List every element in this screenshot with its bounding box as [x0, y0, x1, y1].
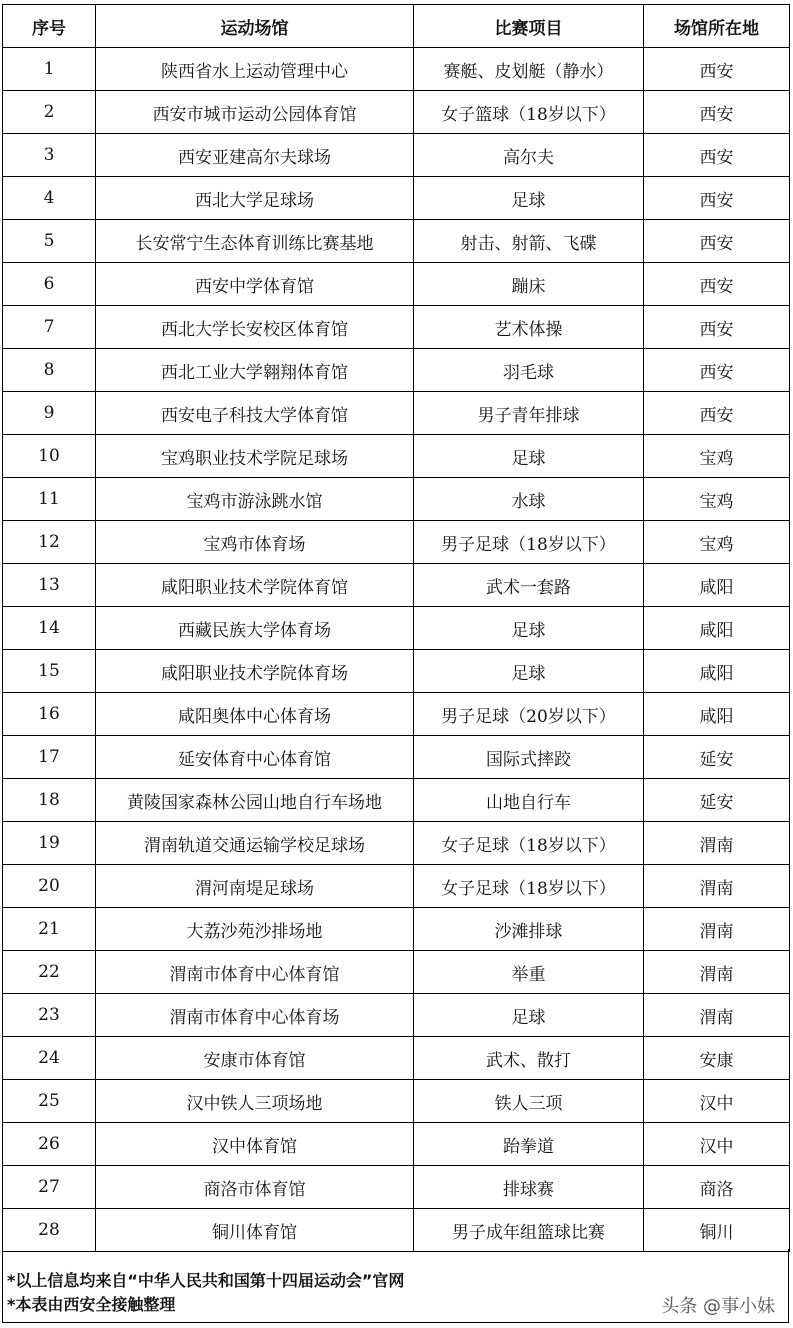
event-name: 射击、射箭、飞碟 — [414, 220, 644, 263]
row-index: 7 — [3, 306, 96, 349]
venue-location: 延安 — [644, 736, 790, 779]
venue-location: 宝鸡 — [644, 521, 790, 564]
venue-location: 西安 — [644, 349, 790, 392]
event-name: 足球 — [414, 177, 644, 220]
venue-name: 西北工业大学翱翔体育馆 — [96, 349, 414, 392]
row-index: 15 — [3, 650, 96, 693]
event-name: 沙滩排球 — [414, 908, 644, 951]
row-index: 20 — [3, 865, 96, 908]
header-event: 比赛项目 — [414, 5, 644, 48]
header-index: 序号 — [3, 5, 96, 48]
venue-name: 宝鸡市游泳跳水馆 — [96, 478, 414, 521]
venue-name: 咸阳奥体中心体育场 — [96, 693, 414, 736]
table-row — [3, 607, 790, 650]
row-index: 12 — [3, 521, 96, 564]
venue-name: 汉中体育馆 — [96, 1123, 414, 1166]
venue-name: 汉中铁人三项场地 — [96, 1080, 414, 1123]
table-row — [3, 1123, 790, 1166]
table-row — [3, 349, 790, 392]
row-index: 1 — [3, 48, 96, 91]
venue-location: 咸阳 — [644, 650, 790, 693]
venue-name: 宝鸡职业技术学院足球场 — [96, 435, 414, 478]
table-row — [3, 521, 790, 564]
venue-location: 渭南 — [644, 908, 790, 951]
row-index: 18 — [3, 779, 96, 822]
table-row — [3, 91, 790, 134]
event-name: 举重 — [414, 951, 644, 994]
venue-location: 商洛 — [644, 1166, 790, 1209]
event-name: 铁人三项 — [414, 1080, 644, 1123]
table-row — [3, 263, 790, 306]
table-row — [3, 908, 790, 951]
venue-location: 西安 — [644, 134, 790, 177]
venue-name: 延安体育中心体育馆 — [96, 736, 414, 779]
venue-location: 西安 — [644, 263, 790, 306]
event-name: 水球 — [414, 478, 644, 521]
venue-location: 汉中 — [644, 1080, 790, 1123]
event-name: 男子青年排球 — [414, 392, 644, 435]
header-location: 场馆所在地 — [644, 5, 790, 48]
row-index: 9 — [3, 392, 96, 435]
event-name: 国际式摔跤 — [414, 736, 644, 779]
venue-location: 西安 — [644, 392, 790, 435]
table-row — [3, 951, 790, 994]
row-index: 26 — [3, 1123, 96, 1166]
table-row — [3, 865, 790, 908]
venue-location: 宝鸡 — [644, 478, 790, 521]
venue-name: 西安电子科技大学体育馆 — [96, 392, 414, 435]
event-name: 武术、散打 — [414, 1037, 644, 1080]
table-row — [3, 1080, 790, 1123]
event-name: 足球 — [414, 607, 644, 650]
event-name: 足球 — [414, 650, 644, 693]
table-row — [3, 220, 790, 263]
venue-name: 陕西省水上运动管理中心 — [96, 48, 414, 91]
event-name: 男子成年组篮球比赛 — [414, 1209, 644, 1252]
row-index: 4 — [3, 177, 96, 220]
venue-location: 咸阳 — [644, 607, 790, 650]
row-index: 6 — [3, 263, 96, 306]
venue-name: 西安亚建高尔夫球场 — [96, 134, 414, 177]
row-index: 24 — [3, 1037, 96, 1080]
venue-location: 西安 — [644, 91, 790, 134]
venue-location: 西安 — [644, 220, 790, 263]
venue-location: 渭南 — [644, 994, 790, 1037]
table-row — [3, 779, 790, 822]
event-name: 艺术体操 — [414, 306, 644, 349]
table-row — [3, 134, 790, 177]
venue-name: 西藏民族大学体育场 — [96, 607, 414, 650]
row-index: 3 — [3, 134, 96, 177]
venue-name: 商洛市体育馆 — [96, 1166, 414, 1209]
table-row — [3, 736, 790, 779]
venue-location: 西安 — [644, 48, 790, 91]
row-index: 21 — [3, 908, 96, 951]
table-row — [3, 564, 790, 607]
row-index: 17 — [3, 736, 96, 779]
table-row — [3, 650, 790, 693]
venue-name: 渭南市体育中心体育馆 — [96, 951, 414, 994]
venue-location: 渭南 — [644, 865, 790, 908]
row-index: 22 — [3, 951, 96, 994]
event-name: 足球 — [414, 435, 644, 478]
table-row — [3, 1209, 790, 1252]
venue-location: 宝鸡 — [644, 435, 790, 478]
row-index: 23 — [3, 994, 96, 1037]
venue-table — [2, 4, 790, 1252]
row-index: 2 — [3, 91, 96, 134]
event-name: 跆拳道 — [414, 1123, 644, 1166]
table-row — [3, 1166, 790, 1209]
table-row — [3, 822, 790, 865]
table-body — [3, 48, 790, 1252]
venue-location: 咸阳 — [644, 693, 790, 736]
venue-name: 渭南市体育中心体育场 — [96, 994, 414, 1037]
venue-location: 西安 — [644, 306, 790, 349]
venue-name: 长安常宁生态体育训练比赛基地 — [96, 220, 414, 263]
source-note: *以上信息均来自“中华人民共和国第十四届运动会”官网 — [7, 1271, 405, 1290]
table-row — [3, 306, 790, 349]
event-name: 女子篮球（18岁以下） — [414, 91, 644, 134]
venue-name: 黄陵国家森林公园山地自行车场地 — [96, 779, 414, 822]
row-index: 10 — [3, 435, 96, 478]
venue-name: 西安市城市运动公园体育馆 — [96, 91, 414, 134]
venue-location: 渭南 — [644, 822, 790, 865]
venue-location: 渭南 — [644, 951, 790, 994]
venue-location: 西安 — [644, 177, 790, 220]
row-index: 14 — [3, 607, 96, 650]
venue-name: 大荔沙苑沙排场地 — [96, 908, 414, 951]
row-index: 11 — [3, 478, 96, 521]
row-index: 25 — [3, 1080, 96, 1123]
table-row — [3, 392, 790, 435]
venue-location: 铜川 — [644, 1209, 790, 1252]
table-row — [3, 435, 790, 478]
compiler-note: *本表由西安全接触整理 — [7, 1295, 176, 1314]
row-index: 19 — [3, 822, 96, 865]
event-name: 足球 — [414, 994, 644, 1037]
venue-name: 渭南轨道交通运输学校足球场 — [96, 822, 414, 865]
row-index: 16 — [3, 693, 96, 736]
table-row — [3, 693, 790, 736]
table-header-row — [3, 5, 790, 48]
venue-name: 西北大学长安校区体育馆 — [96, 306, 414, 349]
venue-name: 铜川体育馆 — [96, 1209, 414, 1252]
row-index: 13 — [3, 564, 96, 607]
venue-name: 安康市体育馆 — [96, 1037, 414, 1080]
event-name: 男子足球（18岁以下） — [414, 521, 644, 564]
venue-name: 宝鸡市体育场 — [96, 521, 414, 564]
venue-location: 安康 — [644, 1037, 790, 1080]
event-name: 男子足球（20岁以下） — [414, 693, 644, 736]
table-row — [3, 1037, 790, 1080]
row-index: 27 — [3, 1166, 96, 1209]
venue-location: 延安 — [644, 779, 790, 822]
table-row — [3, 48, 790, 91]
venue-location: 咸阳 — [644, 564, 790, 607]
event-name: 武术一套路 — [414, 564, 644, 607]
watermark: 头条 @事小妹 — [661, 1296, 775, 1317]
venue-name: 西安中学体育馆 — [96, 263, 414, 306]
venue-name: 咸阳职业技术学院体育场 — [96, 650, 414, 693]
row-index: 5 — [3, 220, 96, 263]
event-name: 赛艇、皮划艇（静水） — [414, 48, 644, 91]
table-row — [3, 478, 790, 521]
event-name: 女子足球（18岁以下） — [414, 822, 644, 865]
row-index: 28 — [3, 1209, 96, 1252]
event-name: 羽毛球 — [414, 349, 644, 392]
event-name: 蹦床 — [414, 263, 644, 306]
venue-name: 西北大学足球场 — [96, 177, 414, 220]
row-index: 8 — [3, 349, 96, 392]
venue-name: 渭河南堤足球场 — [96, 865, 414, 908]
venue-name: 咸阳职业技术学院体育馆 — [96, 564, 414, 607]
venue-location: 汉中 — [644, 1123, 790, 1166]
event-name: 高尔夫 — [414, 134, 644, 177]
event-name: 女子足球（18岁以下） — [414, 865, 644, 908]
event-name: 山地自行车 — [414, 779, 644, 822]
event-name: 排球赛 — [414, 1166, 644, 1209]
header-venue: 运动场馆 — [96, 5, 414, 48]
table-row — [3, 994, 790, 1037]
table-row — [3, 177, 790, 220]
